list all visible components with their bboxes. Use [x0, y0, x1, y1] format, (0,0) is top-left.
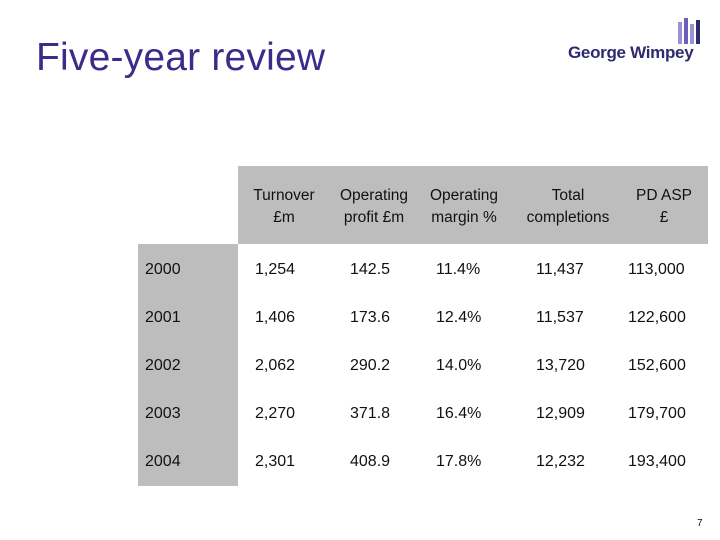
table-cell: 12,909 [536, 405, 585, 422]
table-cell: 1,254 [255, 261, 296, 278]
year-label: 2004 [145, 453, 181, 470]
header-pd-asp: PD ASP £ [636, 187, 692, 226]
table-cell: 16.4% [436, 405, 482, 422]
header-turnover: Turnover £m [253, 187, 315, 226]
table-cell: 122,600 [628, 309, 686, 326]
table-cell: 12,232 [536, 453, 585, 470]
table-cell: 11.4% [436, 261, 481, 278]
table-cell: 113,000 [628, 261, 685, 278]
year-label: 2002 [145, 357, 181, 374]
table-cell: 2,270 [255, 405, 296, 422]
table-cell: 12.4% [436, 309, 482, 326]
company-logo [566, 16, 706, 72]
table-cell: 193,400 [628, 453, 686, 470]
header-operating-profit: Operating profit £m [339, 187, 409, 226]
table-cell: 142.5 [350, 261, 391, 278]
table-cell: 179,700 [628, 405, 686, 422]
table-cell: 11,537 [536, 309, 584, 326]
year-label: 2000 [145, 261, 181, 278]
table-cell: 1,406 [255, 309, 296, 326]
header-total-completions: Total completions [526, 187, 610, 226]
logo-bars-icon [678, 18, 704, 46]
page-title: Five-year review [36, 36, 326, 79]
table-cell: 408.9 [350, 453, 391, 470]
header-operating-margin: Operating margin % [429, 187, 499, 226]
table-cell: 11,437 [536, 261, 584, 278]
table-cell: 152,600 [628, 357, 686, 374]
year-label: 2001 [145, 309, 181, 326]
logo-text: George Wimpey [568, 43, 694, 62]
table-cell: 14.0% [436, 357, 482, 374]
table-cell: 290.2 [350, 357, 391, 374]
table-cell: 13,720 [536, 357, 585, 374]
page-number: 7 [697, 518, 703, 529]
year-label: 2003 [145, 405, 181, 422]
table-cell: 173.6 [350, 309, 391, 326]
table-cell: 371.8 [350, 405, 391, 422]
table-cell: 2,301 [255, 453, 296, 470]
table-cell: 17.8% [436, 453, 482, 470]
table-cell: 2,062 [255, 357, 296, 374]
